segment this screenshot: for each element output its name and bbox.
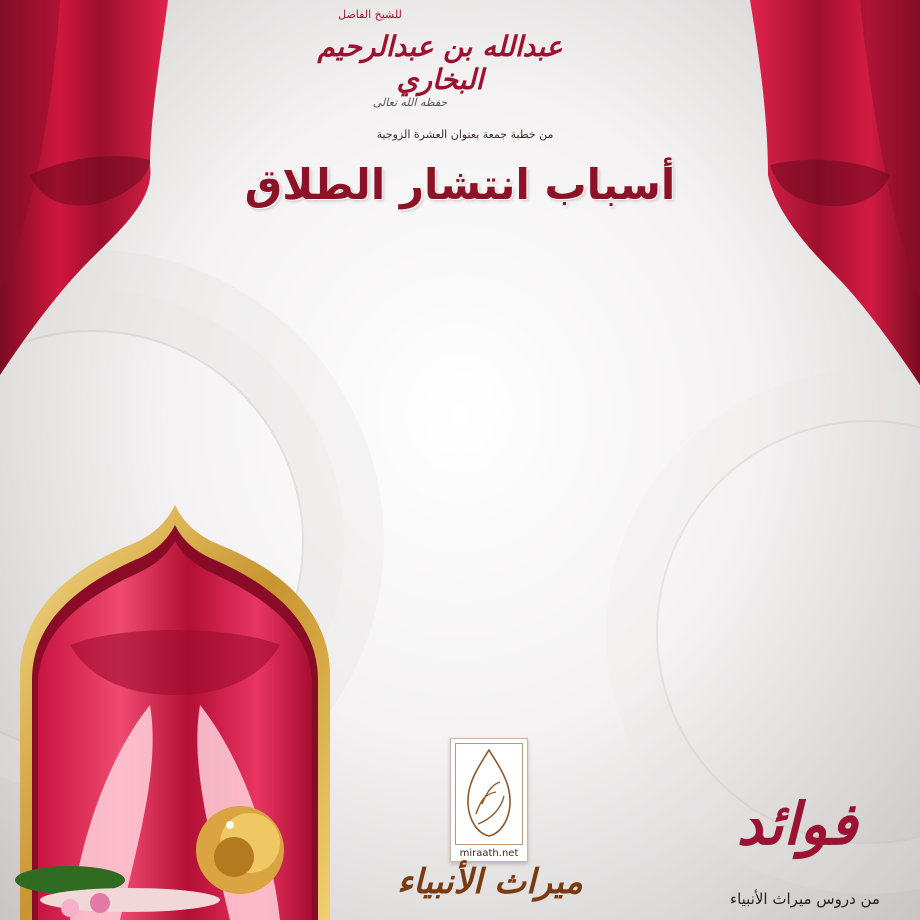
fawaid-subtitle: من دروس ميراث الأنبياء <box>730 890 880 908</box>
logo-url: miraath.net <box>459 848 519 859</box>
miraath-logo <box>450 738 528 862</box>
left-curtain <box>0 0 175 380</box>
page-title: أسباب انتشار الطلاق <box>244 160 676 209</box>
shaykh-name: عبدالله بن عبدالرحيم البخاري <box>317 30 563 96</box>
source-caption: من خطبة جمعة بعنوان العشرة الزوجية <box>376 128 554 141</box>
fawaid-calligraphy: فوائد <box>736 790 858 858</box>
mirath-calligraphy: ميراث الأنبياء <box>397 862 583 902</box>
title-prefix: للشيخ الفاضل <box>338 8 402 21</box>
logo-emblem <box>455 743 523 845</box>
honorific: حفظه الله تعالى <box>372 96 448 109</box>
right-curtain <box>740 0 920 390</box>
logo-calligraphy-icon <box>456 744 522 842</box>
background-ornament-right <box>656 420 920 844</box>
arch-window <box>10 505 340 920</box>
